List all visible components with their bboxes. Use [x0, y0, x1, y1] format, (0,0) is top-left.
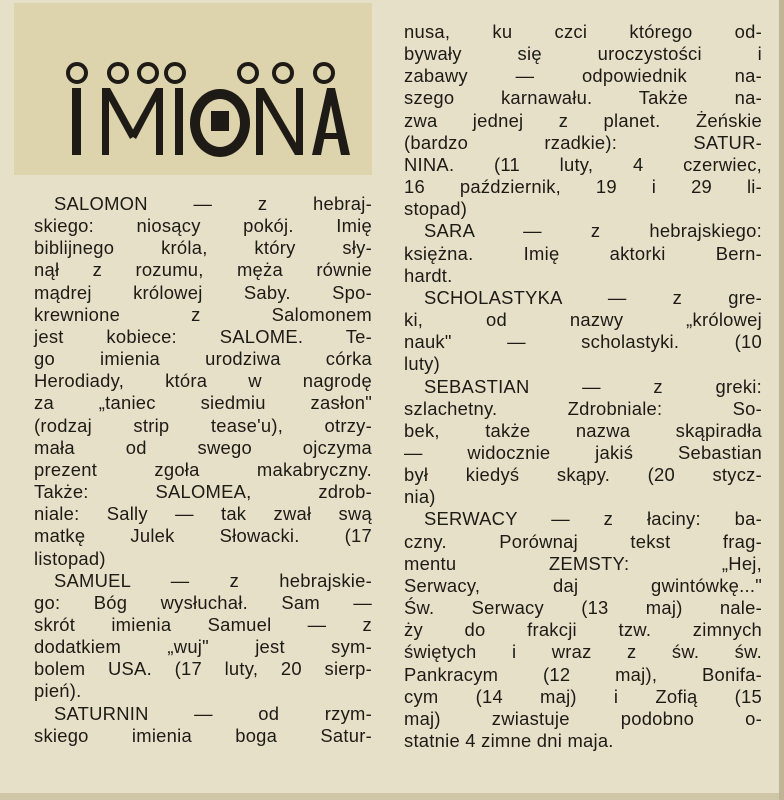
- text-line: za „taniec siedmiu zasłon": [34, 392, 372, 414]
- text-line: jest kobiece: SALOME. Te-: [34, 325, 372, 347]
- right-column: [404, 21, 762, 752]
- text-line: maj) zwiastuje podobno o-: [404, 707, 762, 729]
- text-line: listopad): [34, 547, 106, 569]
- text-line: świętych i wraz z św. św.: [404, 641, 762, 663]
- text-line: krewnione z Salomonem: [34, 303, 372, 325]
- text-line: prezent zgoła makabryczny.: [34, 458, 372, 480]
- text-line: Św. Serwacy (13 maj) nale-: [404, 597, 762, 619]
- text-line: 16 październik, 19 i 29 li-: [404, 176, 762, 198]
- text-line: Także: SALOMEA, zdrob-: [34, 481, 372, 503]
- text-line: mała od swego ojczyma: [34, 436, 372, 458]
- heading-text: IMIONA: [50, 43, 54, 44]
- text-line: zwa jednej z planet. Żeńskie: [404, 109, 762, 131]
- text-line: skiego imienia boga Satur-: [34, 724, 372, 746]
- text-line: luty): [404, 353, 440, 375]
- text-line: Serwacy, daj gwintówkę...": [404, 574, 762, 596]
- text-line: mądrej królowej Saby. Spo-: [34, 281, 372, 303]
- text-line: NINA. (11 luty, 4 czerwiec,: [404, 153, 762, 175]
- text-line: statnie 4 zimne dni maja.: [404, 730, 614, 751]
- text-line: SEBASTIAN — z greki:: [424, 375, 762, 397]
- text-line: mentu ZEMSTY: „Hej,: [404, 552, 762, 574]
- text-line: — widocznie jakiś Sebastian: [404, 441, 762, 463]
- text-line: stopad): [404, 198, 468, 220]
- bottom-edge: [0, 793, 784, 800]
- text-line: bek, także nazwa skąpiradła: [404, 419, 762, 441]
- text-line: SARA — z hebrajskiego:: [424, 220, 762, 242]
- text-line: skiego: niosący pokój. Imię: [34, 215, 372, 237]
- text-line: nia): [404, 486, 436, 508]
- text-line: SERWACY — z łaciny: ba-: [424, 508, 762, 530]
- text-line: SALOMON — z hebraj-: [54, 193, 372, 214]
- right-edge: [779, 0, 784, 800]
- left-column: [34, 193, 372, 747]
- text-line: księżna. Imię aktorki Bern-: [404, 242, 762, 264]
- text-line: biblijnego króla, który sły-: [34, 237, 372, 259]
- text-line: bywały się uroczystości i: [404, 43, 762, 65]
- text-line: ki, od nazwy „królowej: [404, 309, 762, 331]
- text-line: szlachetny. Zdrobniale: So-: [404, 397, 762, 419]
- heading-logo: [50, 43, 350, 163]
- text-line: niale: Sally — tak zwał swą: [34, 503, 372, 525]
- text-line: hardt.: [404, 264, 453, 286]
- text-line: (rodzaj strip tease'u), otrzy-: [34, 414, 372, 436]
- text-line: cym (14 maj) i Zofią (15: [404, 685, 762, 707]
- text-line: go imienia urodziwa córka: [34, 348, 372, 370]
- text-line: SAMUEL — z hebrajskie-: [54, 569, 372, 591]
- heading-box: [14, 3, 372, 175]
- text-line: dodatkiem „wuj" jest sym-: [34, 636, 372, 658]
- text-line: matkę Julek Słowacki. (17: [34, 525, 372, 547]
- text-line: SCHOLASTYKA — z gre-: [424, 286, 762, 308]
- text-line: nusa, ku czci którego od-: [404, 21, 762, 42]
- text-line: szego karnawału. Także na-: [404, 87, 762, 109]
- text-line: czny. Porównaj tekst frag-: [404, 530, 762, 552]
- text-line: nął z rozumu, męża równie: [34, 259, 372, 281]
- text-line: pień).: [34, 680, 82, 702]
- text-line: Herodiady, która w nagrodę: [34, 370, 372, 392]
- text-line: (bardzo rzadkie): SATUR-: [404, 131, 762, 153]
- text-line: Pankracym (12 maj), Bonifa-: [404, 663, 762, 685]
- text-line: nauk" — scholastyki. (10: [404, 331, 762, 353]
- text-line: bolem USA. (17 luty, 20 sierp-: [34, 658, 372, 680]
- text-line: SATURNIN — od rzym-: [54, 702, 372, 724]
- text-line: go: Bóg wysłuchał. Sam —: [34, 591, 372, 613]
- text-line: zabawy — odpowiednik na-: [404, 65, 762, 87]
- text-line: skrót imienia Samuel — z: [34, 613, 372, 635]
- text-line: ży do frakcji tzw. zimnych: [404, 619, 762, 641]
- text-line: był kiedyś skąpy. (20 stycz-: [404, 464, 762, 486]
